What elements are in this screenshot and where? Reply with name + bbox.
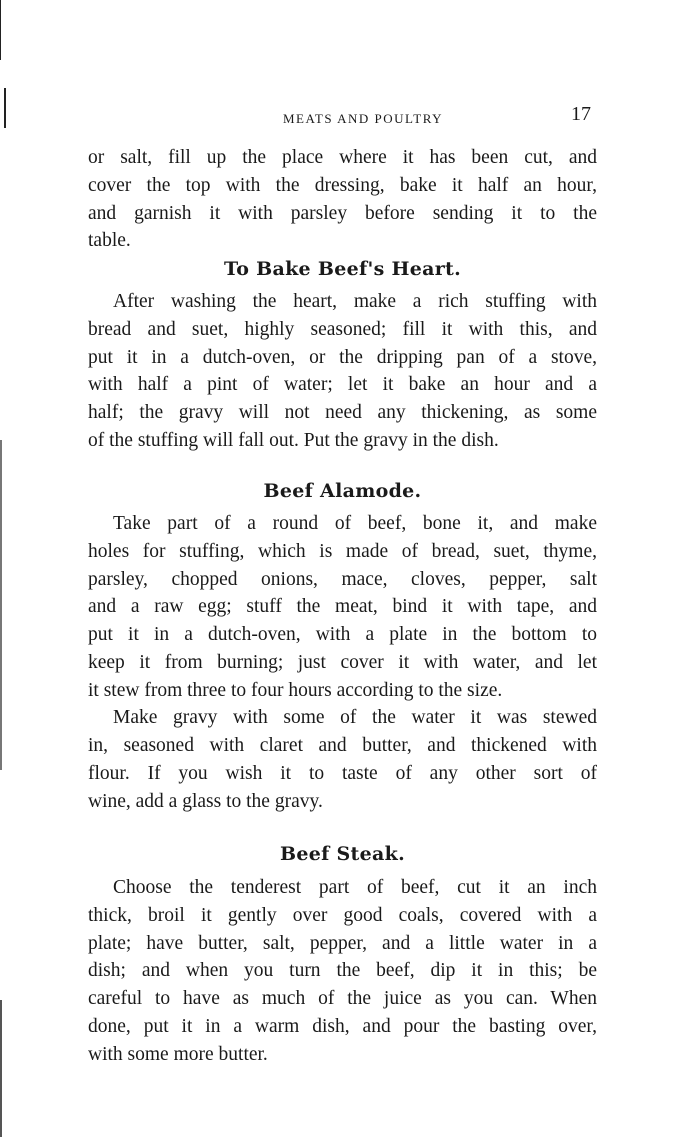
- text-line: careful to have as much of the juice as you can. When: [88, 988, 597, 1009]
- text-line: and a raw egg; stuff the meat, bind it with tape, and: [88, 596, 597, 618]
- text-line: holes for stuffing, which is made of bread, suet, thyme,: [88, 540, 597, 562]
- text-line: flour. If you wish it to taste of any other sort of: [88, 762, 597, 784]
- text-line: with some more butter.: [88, 1043, 268, 1065]
- text-line: plate; have butter, salt, pepper, and a little water in a: [88, 932, 597, 954]
- text-line: table.: [88, 230, 131, 252]
- text-line: or salt, fill up the place where it has been cut, and: [88, 147, 597, 168]
- running-title: MEATS AND POULTRY: [282, 111, 444, 126]
- text-line: parsley, chopped onions, mace, cloves, pepper, salt: [88, 568, 597, 590]
- text-line: After washing the heart, make a rich stuffing with: [113, 291, 597, 312]
- section-heading: To Bake Beef's Heart.: [223, 258, 462, 280]
- section-heading: Beef Steak.: [279, 843, 405, 865]
- text-line: dish; and when you turn the beef, dip it in this; be: [88, 960, 597, 982]
- page-edge-shadow: [0, 0, 1, 60]
- text-line: in, seasoned with claret and butter, and thickened with: [88, 735, 597, 756]
- text-line: done, put it in a warm dish, and pour the basting over,: [88, 1015, 597, 1037]
- text-line: put it in a dutch-oven, or the dripping pan of a stove,: [88, 346, 597, 368]
- text-line: thick, broil it gently over good coals, covered with a: [88, 904, 597, 926]
- page-number: 17: [571, 103, 591, 125]
- section-heading: Beef Alamode.: [263, 480, 422, 502]
- text-line: Take part of a round of beef, bone it, and make: [113, 513, 597, 534]
- text-line: Make gravy with some of the water it was stewed: [113, 707, 597, 729]
- text-line: it stew from three to four hours according to the size.: [88, 679, 503, 701]
- text-line: half; the gravy will not need any thickening, as some: [88, 402, 597, 423]
- page-header: [88, 103, 597, 129]
- page-edge-shadow: [0, 440, 2, 770]
- text-line: bread and suet, highly seasoned; fill it with this, and: [88, 318, 597, 340]
- text-line: keep it from burning; just cover it with water, and let: [88, 651, 597, 673]
- page-edge-shadow: [4, 88, 6, 128]
- text-line: Choose the tenderest part of beef, cut it an inch: [113, 877, 597, 898]
- text-line: cover the top with the dressing, bake it half an hour,: [88, 174, 597, 196]
- page-edge-shadow: [0, 1000, 2, 1137]
- text-line: wine, add a glass to the gravy.: [88, 790, 323, 812]
- text-line: put it in a dutch-oven, with a plate in the bottom to: [88, 624, 597, 645]
- text-line: with half a pint of water; let it bake an hour and a: [88, 374, 597, 396]
- text-line: of the stuffing will fall out. Put the gravy in the dish.: [88, 429, 499, 451]
- text-line: and garnish it with parsley before sending it to the: [88, 202, 597, 224]
